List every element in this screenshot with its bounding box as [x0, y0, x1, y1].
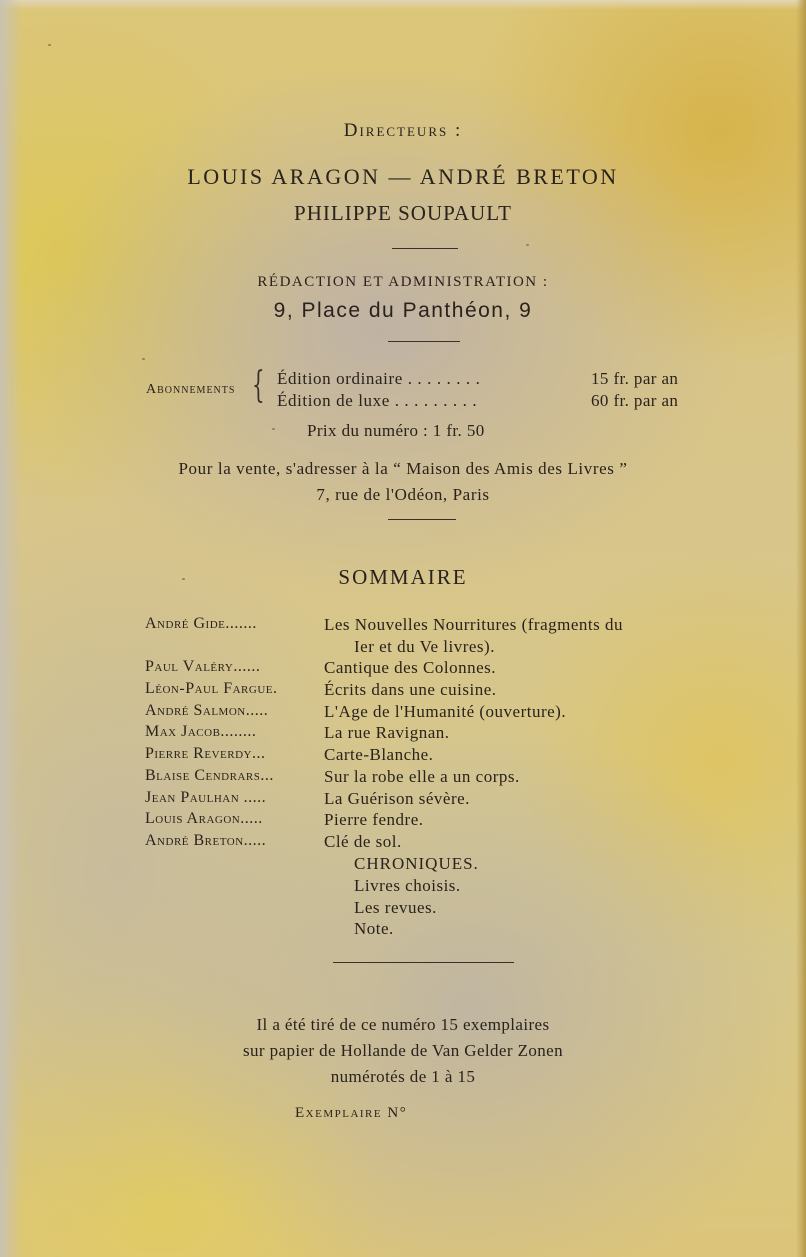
toc-title: Sur la robe elle a un corps.	[324, 767, 520, 786]
abonnements-label: Abonnements	[146, 382, 236, 397]
toc-author: Blaise Cendrars...	[145, 767, 274, 784]
tirage-line3: numérotés de 1 à 15	[330, 1067, 476, 1086]
edition-ordinaire: Édition ordinaire . . . . . . . .	[277, 369, 481, 388]
divider-rule	[388, 519, 456, 520]
administration-address: 9, Place du Panthéon, 9	[273, 299, 533, 322]
paper-speck	[272, 428, 275, 430]
toc-title: La rue Ravignan.	[324, 723, 450, 742]
divider-rule	[388, 341, 460, 342]
toc-author: André Salmon.....	[145, 702, 269, 719]
toc-author: Léon-Paul Fargue.	[145, 680, 278, 697]
exemplaire-number-label: Exemplaire N°	[295, 1105, 408, 1121]
chroniques-item: Les revues.	[354, 898, 437, 917]
vente-line2: 7, rue de l'Odéon, Paris	[316, 485, 490, 504]
chroniques-item: Livres choisis.	[354, 876, 461, 895]
page-edge-top	[0, 0, 806, 10]
tirage-line2: sur papier de Hollande de Van Gelder Zonen	[242, 1041, 564, 1060]
edition-luxe: Édition de luxe . . . . . . . . .	[277, 391, 478, 410]
chroniques-item: Note.	[354, 919, 394, 938]
toc-title: L'Age de l'Humanité (ouverture).	[324, 702, 567, 721]
paper-speck	[526, 244, 529, 246]
toc-author: Louis Aragon.....	[145, 810, 263, 827]
toc-author: Paul Valéry......	[145, 658, 261, 675]
toc-title-continuation: Ier et du Ve livres).	[354, 637, 495, 656]
toc-title: Clé de sol.	[324, 832, 402, 851]
vente-line1: Pour la vente, s'adresser à la “ Maison des Amis des Livres ”	[178, 459, 628, 478]
toc-author: Max Jacob........	[145, 723, 257, 740]
edition-ordinaire-price: 15 fr. par an	[591, 369, 679, 388]
directors-names-line2: PHILIPPE SOUPAULT	[294, 201, 512, 225]
prix-numero: Prix du numéro : 1 fr. 50	[307, 421, 485, 440]
paper-speck	[142, 358, 145, 360]
edition-luxe-price: 60 fr. par an	[591, 391, 679, 410]
toc-author: André Gide.......	[145, 615, 257, 632]
toc-author: Pierre Reverdy...	[145, 745, 266, 762]
sommaire-title: SOMMAIRE	[338, 565, 468, 589]
divider-rule	[392, 248, 458, 249]
directeurs-heading: Directeurs :	[343, 120, 463, 141]
toc-title: Écrits dans une cuisine.	[324, 680, 497, 699]
toc-author: Jean Paulhan .....	[145, 789, 267, 806]
paper-speck	[48, 44, 51, 46]
divider-rule	[333, 962, 514, 963]
toc-title: Pierre fendre.	[324, 810, 424, 829]
toc-title: Les Nouvelles Nourritures (fragments du	[324, 615, 623, 634]
toc-title: Cantique des Colonnes.	[324, 658, 497, 677]
directors-names-line1: LOUIS ARAGON — ANDRÉ BRETON	[187, 164, 619, 189]
brace-glyph: {	[252, 365, 265, 406]
toc-title: La Guérison sévère.	[324, 789, 470, 808]
administration-label: RÉDACTION ET ADMINISTRATION :	[257, 274, 549, 290]
toc-title: Carte-Blanche.	[324, 745, 434, 764]
chroniques-heading: CHRONIQUES.	[354, 854, 479, 873]
toc-author: André Breton.....	[145, 832, 267, 849]
tirage-line1: Il a été tiré de ce numéro 15 exemplaires	[256, 1015, 550, 1034]
